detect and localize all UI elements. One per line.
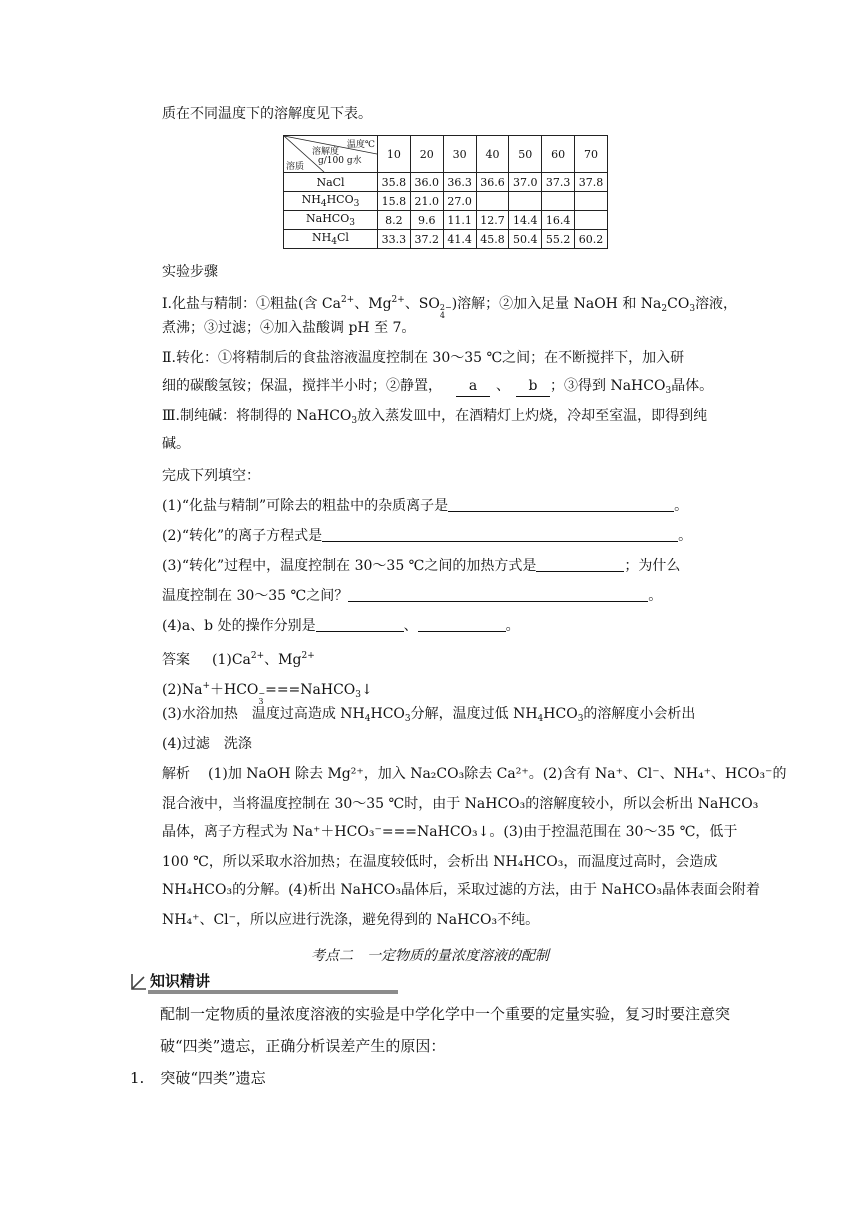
solute-name — [284, 230, 378, 249]
question-1 — [162, 496, 732, 516]
text: ↓ — [361, 682, 373, 698]
charge-sup: 2+ — [391, 295, 405, 305]
analysis-line-4: 100 ℃，所以采取水浴加热；在温度较低时，会析出 NH₄HCO₃，而温度过高时，会造成 — [162, 854, 718, 870]
knowledge-label: 知识精讲 — [150, 972, 211, 990]
table-cell: 41.4 — [443, 230, 476, 249]
table-cell: 55.2 — [542, 230, 575, 249]
table-cell: 8.2 — [378, 211, 411, 230]
table-cell: 33.3 — [378, 230, 411, 249]
step3-line2: 碱。 — [162, 436, 190, 452]
table-cell: 36.0 — [410, 173, 443, 192]
answer-label: 答案 — [162, 652, 190, 668]
text: ＋HCO — [209, 682, 259, 698]
answer-blank — [536, 557, 624, 572]
answer-blank — [448, 497, 674, 512]
analysis-line-2: 混合液中，当将温度控制在 30～35 ℃时，由于 NaHCO₃的溶解度较小，所以会析出 NaHCO₃ — [162, 796, 759, 812]
answer-line-2 — [162, 676, 732, 706]
formula-sub: 3 — [665, 386, 672, 396]
text: 晶体。 — [671, 378, 714, 394]
analysis-line-6: NH₄⁺、Cl⁻，所以应进行洗涤，避免得到的 NaHCO₃不纯。 — [162, 912, 540, 928]
table-row — [284, 173, 608, 192]
table-cell: 36.3 — [443, 173, 476, 192]
step1-line2: 煮沸；③过滤；④加入盐酸调 pH 至 7。 — [162, 320, 416, 336]
answer-blank — [418, 617, 506, 632]
list-item — [130, 1068, 700, 1088]
text: (1)“化盐与精制”可除去的粗盐中的杂质离子是 — [162, 498, 449, 514]
table-cell — [575, 211, 608, 230]
formula-sub: 3 — [258, 697, 264, 706]
text: 、SO — [404, 296, 440, 312]
formula-sub: 4 — [364, 714, 371, 724]
table-cell — [509, 192, 542, 211]
solute-name — [284, 211, 378, 230]
formula-sub: 3 — [689, 304, 696, 314]
text: 的溶解度小会析出 — [583, 706, 696, 722]
charge-sup: − — [258, 689, 266, 698]
text: 。 — [505, 618, 520, 634]
formula-sub: 4 — [537, 714, 544, 724]
table-cell: 9.6 — [410, 211, 443, 230]
text: 、 — [496, 378, 510, 394]
charge-sup: + — [202, 681, 210, 691]
table-cell: 15.8 — [378, 192, 411, 211]
text: (3)水浴加热 温度过高造成 NH — [162, 706, 365, 722]
header-solute-label: 溶质 — [286, 162, 305, 172]
formula-sub: 3 — [577, 714, 584, 724]
table-row — [284, 192, 608, 211]
table-cell: 14.4 — [509, 211, 542, 230]
answer-blank — [322, 527, 678, 542]
formula-part: NH — [312, 231, 332, 244]
formula-sub: 2 — [661, 304, 668, 314]
step2-line2 — [162, 376, 732, 401]
question-3-line1 — [162, 556, 732, 576]
text: (4)a、b 处的操作分别是 — [162, 618, 316, 634]
analysis-line-5: NH₄HCO₃的分解。(4)析出 NaHCO₃晶体后，采取过滤的方法，由于 NaHCO₃晶体表面会附着 — [162, 882, 761, 898]
table-cell — [575, 192, 608, 211]
temp-header: 30 — [443, 136, 476, 173]
blank-a: a — [456, 376, 490, 397]
table-cell: 50.4 — [509, 230, 542, 249]
text: 放入蒸发皿中，在酒精灯上灼烧，冷却至室温，即得到纯 — [357, 408, 708, 424]
table-cell — [542, 192, 575, 211]
question-2 — [162, 526, 732, 546]
analysis-line-3: 晶体，离子方程式为 Na⁺＋HCO₃⁻===NaHCO₃↓。(3)由于控温范围在 30～35 ℃，低于 — [162, 824, 738, 840]
text: (1)加 NaOH 除去 Mg²⁺，加入 Na₂CO₃除去 Ca²⁺。(2)含有 Na⁺、Cl⁻、NH₄⁺、HCO₃⁻的 — [208, 766, 787, 782]
table-cell: 37.2 — [410, 230, 443, 249]
formula-sub: 3 — [355, 690, 362, 700]
formula-sub: 3 — [353, 199, 360, 209]
temp-header: 70 — [575, 136, 608, 173]
formula-part: Cl — [337, 231, 349, 244]
text: 细的碳酸氢铵；保温，搅拌半小时；②静置， — [162, 378, 442, 394]
text: CO — [667, 296, 690, 312]
step2-line1: Ⅱ.转化：①将精制后的食盐溶液温度控制在 30～35 ℃之间；在不断搅拌下，加入研 — [162, 350, 685, 366]
charge-sup: 2− — [439, 303, 452, 312]
intro-text: 质在不同温度下的溶解度见下表。 — [162, 106, 372, 122]
text: )溶解；②加入足量 NaOH 和 Na — [451, 296, 662, 312]
temp-header: 50 — [509, 136, 542, 173]
section-heading: 考点二 一定物质的量浓度溶液的配制 — [311, 948, 549, 964]
formula-sub: 3 — [349, 218, 355, 228]
fill-title: 完成下列填空： — [162, 468, 260, 484]
solute-name — [284, 192, 378, 211]
text: (2)Na — [162, 682, 203, 698]
answer-line-3 — [162, 704, 732, 729]
text: (2)“转化”的离子方程式是 — [162, 528, 323, 544]
table-cell: 11.1 — [443, 211, 476, 230]
temp-header: 10 — [378, 136, 411, 173]
text: 。 — [648, 588, 663, 604]
step3-line1 — [162, 406, 732, 431]
table-cell: 12.7 — [476, 211, 509, 230]
answer-blank — [348, 587, 648, 602]
answer-line-1 — [162, 646, 732, 670]
table-row — [284, 211, 608, 230]
table-cell: 21.0 — [410, 192, 443, 211]
temp-header: 40 — [476, 136, 509, 173]
header-sol-line2: g/100 g水 — [318, 156, 362, 166]
table-cell: 37.0 — [509, 173, 542, 192]
table-cell: 16.4 — [542, 211, 575, 230]
text: HCO — [370, 706, 405, 722]
formula-part: NaHCO — [306, 212, 350, 225]
solubility-table — [283, 135, 608, 249]
text: 。 — [674, 498, 689, 514]
temp-header: 20 — [410, 136, 443, 173]
header-solubility-label — [312, 148, 362, 166]
charge-sup: 2+ — [340, 295, 355, 305]
solute-name: NaCl — [284, 173, 378, 192]
header-sol-line1: 溶解度 — [312, 147, 340, 157]
text: 、 — [403, 618, 418, 634]
text: ；③得到 NaHCO — [550, 378, 666, 394]
text: HCO — [543, 706, 578, 722]
table-cell: 37.3 — [542, 173, 575, 192]
formula-part: HCO — [326, 193, 354, 206]
text: (3)“转化”过程中，温度控制在 30～35 ℃之间的加热方式是 — [162, 558, 537, 574]
blank-b: b — [516, 376, 550, 397]
text: 温度控制在 30～35 ℃之间？ — [162, 588, 349, 604]
analysis-line-1 — [162, 764, 787, 784]
list-number: 1. — [130, 1069, 145, 1087]
text: Ⅰ.化盐与精制：①粗盐(含 Ca — [162, 296, 341, 312]
temp-header: 60 — [542, 136, 575, 173]
text: 。 — [678, 528, 693, 544]
arrow-icon — [130, 972, 148, 992]
text: 分解，温度过低 NH — [410, 706, 538, 722]
step1-line1 — [162, 290, 738, 320]
body-line-2: 破“四类”遗忘，正确分析误差产生的原因： — [160, 1037, 446, 1055]
table-row — [284, 230, 608, 249]
list-text: 突破“四类”遗忘 — [160, 1069, 266, 1087]
answer-line-4: (4)过滤 洗涤 — [162, 736, 252, 752]
table-cell: 27.0 — [443, 192, 476, 211]
steps-title: 实验步骤 — [162, 264, 218, 280]
question-4 — [162, 616, 732, 636]
text: ；为什么 — [624, 558, 681, 574]
charge-sup: 2+ — [301, 651, 315, 661]
table-cell: 45.8 — [476, 230, 509, 249]
table-header-row — [284, 136, 608, 173]
question-3-line2 — [162, 586, 732, 606]
table-corner-header — [284, 136, 378, 173]
charge-sup: 2+ — [250, 651, 265, 661]
text: ===NaHCO — [265, 682, 356, 698]
text: 溶液， — [695, 296, 738, 312]
table-cell: 37.8 — [575, 173, 608, 192]
answer-blank — [316, 617, 404, 632]
table-cell — [476, 192, 509, 211]
formula-part: NH — [301, 193, 321, 206]
formula-sub: 3 — [404, 714, 411, 724]
analysis-label: 解析 — [162, 766, 190, 782]
text: 、Mg — [264, 652, 302, 668]
formula-sub: 3 — [351, 416, 358, 426]
formula-sub: 4 — [320, 199, 327, 209]
formula-sub: 4 — [331, 237, 337, 247]
table-cell: 35.8 — [378, 173, 411, 192]
knowledge-banner — [130, 970, 235, 994]
text: Ⅲ.制纯碱：将制得的 NaHCO — [162, 408, 352, 424]
header-temp-label: 温度℃ — [346, 140, 375, 150]
table-cell: 60.2 — [575, 230, 608, 249]
text: 、Mg — [354, 296, 392, 312]
formula-sub: 4 — [439, 311, 445, 320]
text: (1)Ca — [212, 652, 251, 668]
table-cell: 36.6 — [476, 173, 509, 192]
body-line-1: 配制一定物质的量浓度溶液的实验是中学化学中一个重要的定量实验，复习时要注意突 — [160, 1005, 731, 1023]
